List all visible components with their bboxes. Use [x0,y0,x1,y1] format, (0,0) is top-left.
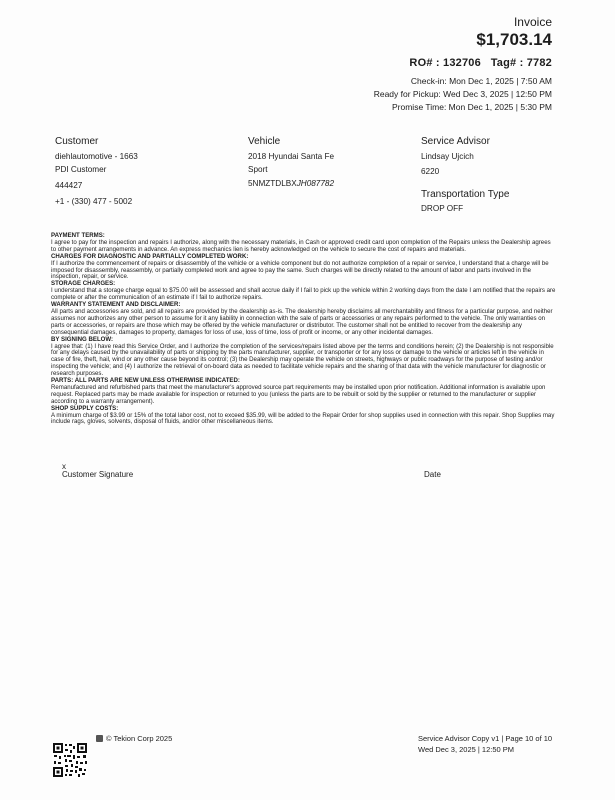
customer-section [55,136,138,208]
service-advisor-name: Lindsay Ujcich [421,152,474,161]
date-label: Date [424,470,441,479]
terms-heading-parts: PARTS: ALL PARTS ARE NEW UNLESS OTHERWISE INDICATED: [51,377,240,385]
terms-text-signing: I agree that: (1) I have read this Service Order, and I authorize the completion of the services/repairs listed above per the terms and conditions herein; (2) the Dealership is not responsible for any delays caused by the unavailability of parts or shipping by the parts manufacturer, supplier, or transporter or for any loss or damage to the vehicle or articles left in the vehicle in case of fire, theft, hail, wind or any other cause beyond its control; (3) the Dealership may operate the vehicle on streets, highways or public roadways for the purpose of testing and/or inspecting the vehicle; and (4) I authorize the retrieval of on-board data as needed to facilitate vehicle repairs and the sharing of that data with the vehicle manufacturer for diagnostic or research purposes. [51,342,554,378]
terms-text-warranty: All parts and accessories are sold, and all repairs are provided by the dealership as-is. The dealership hereby disclaims all merchantability and fitness for a particular purpose, and neither assumes nor authorizes any other person to assume for it any liability in connection with the sale of parts or accessories or any repairs performed to the vehicle. The only warranties on parts or accessories, or repairs are those which may be offered by the vehicle manufacturer or distributor. The customer shall not be entitled to recover from the dealership any consequential damages, damages to property, damages for loss of use, loss of time, loss of profit or income, or any other incidental damages. [51,307,553,336]
terms-heading-warranty: WARRANTY STATEMENT AND DISCLAIMER: [51,301,181,309]
terms-heading-storage: STORAGE CHARGES: [51,280,116,288]
terms-heading-diagnostic: CHARGES FOR DIAGNOSTIC AND PARTIALLY COMPLETED WORK: [51,252,249,260]
customer-heading: Customer [55,136,99,147]
terms-text-storage: I understand that a storage charge equal to $75.00 will be assessed and shall accrue daily if I fail to pick up the vehicle within 2 working days from the date I am notified that the repairs are complete or after the communication of an estimate if I fail to authorize repairs. [51,287,556,302]
copy-page-info: Service Advisor Copy v1 | Page 10 of 10 [418,734,553,743]
terms-text-payment: I agree to pay for the inspection and repairs I authorize, along with the necessary materials, in Cash or approved credit card upon completion of the Repairs unless the Dealership agrees to other payment arrangements in advance. An express mechanics lien is hereby acknowledged on the vehicle to secure the cost of repairs and materials. [51,238,551,253]
terms-heading-payment: PAYMENT TERMS: [51,232,105,239]
invoice-label: Invoice [513,15,552,29]
vehicle-model: 2018 Hyundai Santa Fe [248,152,335,161]
vehicle-section [248,136,334,191]
terms-and-conditions [51,233,556,426]
ro-tag-number: RO# : 132706 Tag# : 7782 [409,57,552,69]
transportation-value: DROP OFF [421,204,464,213]
terms-text-parts: Remanufactured and refurbished parts that meet the manufacturer's approved source part requirements may be installed upon prior notification. Additional information is available upon request. Replaced parts may be made available for inspection or returned to you (unless the parts are to be rebuilt or sold by the supplier or returned to the manufacturer or supplier according to a warranty arrangement). [51,383,546,405]
check-in-time: Check-in: Mon Dec 1, 2025 | 7:50 AM [410,76,552,86]
customer-id: 444427 [55,181,83,190]
customer-signature-label: Customer Signature [62,470,134,479]
tekion-logo-icon [96,735,103,742]
customer-name: diehlautomotive - 1663 [55,152,138,161]
vehicle-trim: Sport [248,164,268,174]
terms-heading-signing: BY SIGNING BELOW: [51,335,114,343]
invoice-total: $1,703.14 [476,30,552,49]
terms-text-diagnostic: If I authorize the commencement of repairs or disassembly of the vehicle or a vehicle component but do not authorize completion of a repair or service, I understand that a charge will be imposed for disassembly, reassembly, or partially completed work and agree to pay the same. Such charges will be directly related to the amount of labor and parts involved in the inspection, repair, or service. [51,259,549,281]
customer-type: PDI Customer [55,164,107,174]
vin-prefix: 5NMZTDLBX [248,179,297,188]
vin-suffix: JH087782 [296,179,335,188]
terms-heading-shop-supply: SHOP SUPPLY COSTS: [51,404,119,412]
vehicle-heading: Vehicle [248,136,281,147]
terms-text-shop-supply: A minimum charge of $3.99 or 15% of the total labor cost, not to exceed $35.99, will be added to the Repair Order for shop supplies used in connection with this repair. Shop Supplies may include rags, gloves, solvents, disposal of fluids, and/or other miscellaneous items. [51,411,555,426]
service-advisor-heading: Service Advisor [421,136,490,147]
customer-phone: +1 - (330) 477 - 5002 [55,196,133,206]
qr-code-icon [52,742,88,778]
print-timestamp: Wed Dec 3, 2025 | 12:50 PM [418,745,515,754]
signature-x-mark: x [62,462,66,471]
copyright-text: © Tekion Corp 2025 [106,734,173,743]
vehicle-vin [248,178,334,191]
promise-time: Promise Time: Mon Dec 1, 2025 | 5:30 PM [392,102,552,112]
service-advisor-id: 6220 [421,166,440,176]
ready-for-pickup-time: Ready for Pickup: Wed Dec 3, 2025 | 12:50 PM [373,89,552,99]
service-advisor-section [421,136,509,216]
transportation-heading: Transportation Type [421,189,510,200]
